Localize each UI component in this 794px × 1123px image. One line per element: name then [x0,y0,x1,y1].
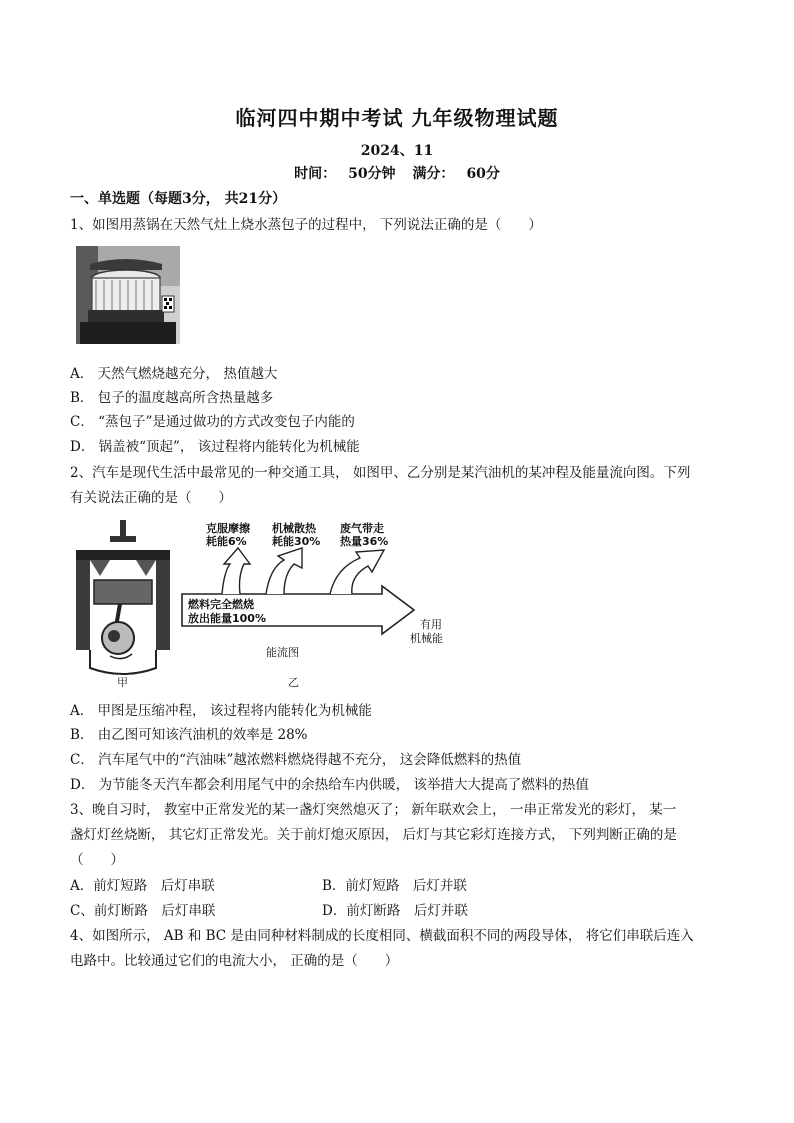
question-1-option-a: A． 天然气燃烧越充分， 热值越大 [70,366,278,382]
question-2-figure [70,520,460,695]
question-4-stem-line2: 电路中。比较通过它们的电流大小， 正确的是（ ） [70,953,399,969]
source-label-line2: 放出能量100% [188,612,266,625]
loss2-label-line1: 机械散热 [272,522,316,535]
score-label: 满分： [412,166,455,182]
question-4-stem-line1: 4、如图所示， AB 和 BC 是由同种材料制成的长度相同、横截面积不同的两段导体， 将它们串联后连入 [70,928,694,944]
time-label: 时间： [294,166,337,182]
question-1-option-d: D． 锅盖被“顶起”， 该过程将内能转化为机械能 [70,439,360,455]
question-2-stem-line1: 2、汽车是现代生活中最常见的一种交通工具， 如图甲、乙分别是某汽油机的某冲程及能量流向图。下列 [70,465,691,481]
question-3-option-a: A．前灯短路 后灯串联 [70,878,215,894]
question-3-stem-line1: 3、晚自习时， 教室中正常发光的某一盏灯突然熄灭了； 新年联欢会上， 一串正常发光的彩灯， 某一 [70,802,677,818]
loss3-label-line1: 废气带走 [340,522,384,535]
loss1-label-line2: 耗能6% [206,535,247,548]
loss2-label-line2: 耗能30% [272,535,321,548]
exam-date: 2024、11 [360,143,434,159]
question-2-stem-line2: 有关说法正确的是（ ） [70,490,232,506]
question-1-option-c: C． “蒸包子”是通过做功的方式改变包子内能的 [70,414,355,430]
flow-chart-title: 能流图 [266,646,299,659]
question-2-option-c: C． 汽车尾气中的“汽油味”越浓燃料燃烧得越不充分， 这会降低燃料的热值 [70,752,522,768]
figure-label-yi: 乙 [288,676,299,689]
engine-diagram [76,520,170,674]
section-title: 一、单选题（每题3分， 共21分） [70,191,287,207]
question-2-option-d: D． 为节能冬天汽车都会利用尾气中的余热给车内供暖， 该举措大大提高了燃料的热值 [70,777,589,793]
loss3-label-line2: 热量36% [340,535,389,548]
source-label-line1: 燃料完全燃烧 [188,598,254,611]
time-value: 50分钟 [348,166,396,182]
score-value: 60分 [466,166,500,182]
question-3-option-c: C、前灯断路 后灯串联 [70,903,216,919]
question-3-option-d: D．前灯断路 后灯并联 [322,903,468,919]
page-title: 临河四中期中考试 九年级物理试题 [235,106,559,130]
loss1-label-line1: 克服摩擦 [206,522,250,535]
question-2-option-a: A． 甲图是压缩冲程， 该过程将内能转化为机械能 [70,703,372,719]
question-3-option-b: B．前灯短路 后灯并联 [322,878,467,894]
question-1-option-b: B． 包子的温度越高所含热量越多 [70,390,274,406]
figure-label-jia: 甲 [117,676,128,689]
question-3-stem-line2: 盏灯灯丝烧断， 其它灯正常发光。关于前灯熄灭原因， 后灯与其它彩灯连接方式， 下列判断正确的是 [70,827,677,843]
steamer-photo [76,246,180,344]
question-3-stem-line3: （ ） [70,852,124,868]
useful-label-line2: 机械能 [410,632,443,645]
useful-label-line1: 有用 [420,618,442,631]
question-1-stem: 1、如图用蒸锅在天然气灶上烧水蒸包子的过程中， 下列说法正确的是（ ） [70,217,542,233]
question-2-option-b: B． 由乙图可知该汽油机的效率是 28% [70,727,308,743]
exam-meta [0,163,794,183]
